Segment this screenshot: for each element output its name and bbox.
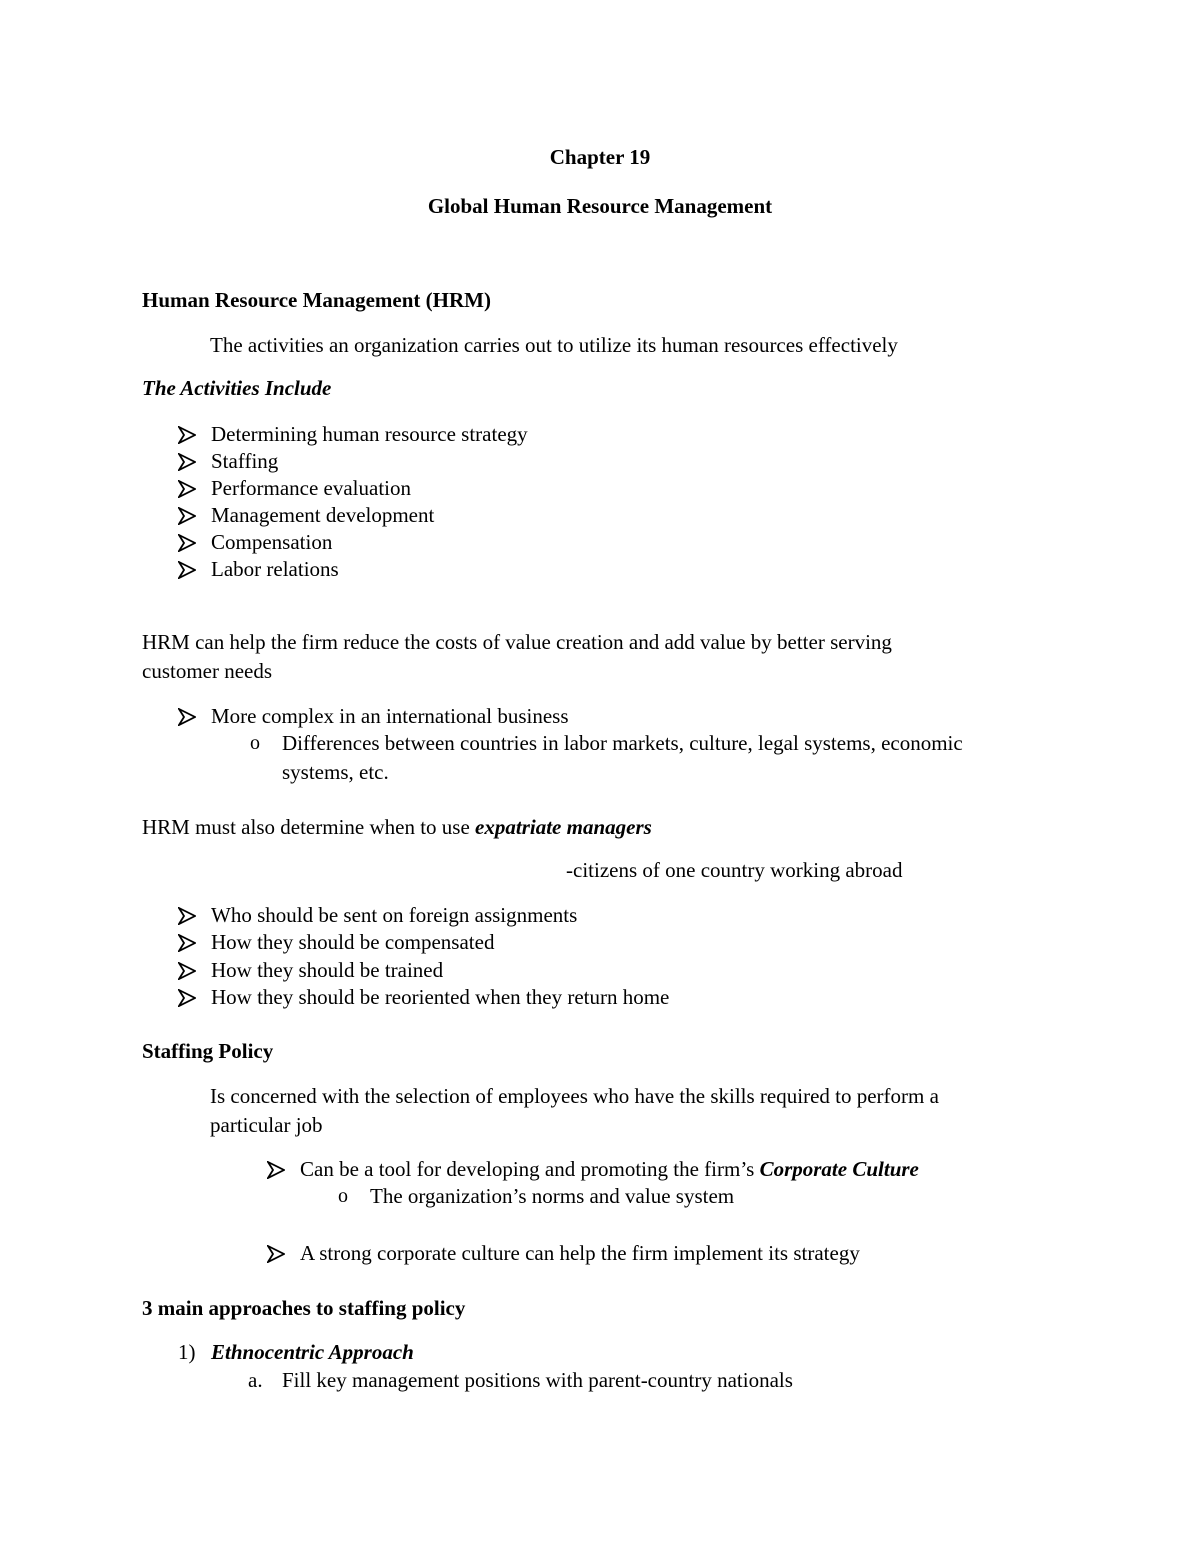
corporate-culture-term: Corporate Culture xyxy=(759,1157,919,1181)
document-title: Global Human Resource Management xyxy=(427,194,773,218)
approaches-heading: 3 main approaches to staffing policy xyxy=(142,1296,466,1320)
hrm-heading: Human Resource Management (HRM) xyxy=(142,288,491,312)
expat-paragraph xyxy=(142,817,652,838)
value-paragraph-line: HRM can help the firm reduce the costs of value creation and add value by better serving xyxy=(142,630,892,654)
list-item: Management development xyxy=(211,503,435,527)
arrow-bullet-icon xyxy=(178,453,196,471)
activities-heading: The Activities Include xyxy=(142,376,332,400)
hrm-definition: The activities an organization carries out to utilize its human resources effectively xyxy=(210,333,898,357)
list-item: Performance evaluation xyxy=(211,476,411,500)
numbered-marker: 1) xyxy=(178,1340,196,1364)
arrow-bullet-icon xyxy=(267,1161,285,1179)
circle-bullet-icon: o xyxy=(250,732,260,754)
arrow-bullet-icon xyxy=(178,907,196,925)
list-item: Compensation xyxy=(211,530,333,554)
staffing-definition-line: particular job xyxy=(210,1113,323,1137)
list-item: How they should be reoriented when they return home xyxy=(211,985,670,1009)
list-item: A strong corporate culture can help the firm implement its strategy xyxy=(300,1241,860,1265)
circle-bullet-icon: o xyxy=(338,1185,348,1207)
staffing-definition-line: Is concerned with the selection of employees who have the skills required to perform a xyxy=(210,1084,939,1108)
staffing-heading: Staffing Policy xyxy=(142,1039,274,1063)
arrow-bullet-icon xyxy=(178,962,196,980)
list-item: More complex in an international business xyxy=(211,704,569,728)
arrow-bullet-icon xyxy=(178,934,196,952)
list-item: How they should be compensated xyxy=(211,930,495,954)
arrow-bullet-icon xyxy=(178,480,196,498)
arrow-bullet-icon xyxy=(178,426,196,444)
arrow-bullet-icon xyxy=(178,561,196,579)
ethnocentric-approach-title: Ethnocentric Approach xyxy=(211,1340,414,1364)
value-paragraph-line: customer needs xyxy=(142,659,273,683)
arrow-bullet-icon xyxy=(267,1245,285,1263)
arrow-bullet-icon xyxy=(178,989,196,1007)
lettered-marker: a. xyxy=(248,1368,263,1392)
expat-definition: -citizens of one country working abroad xyxy=(566,858,903,882)
sub-list-item: Differences between countries in labor markets, culture, legal systems, economic xyxy=(282,731,963,755)
tool-prefix: Can be a tool for developing and promoting the firm’s xyxy=(300,1157,760,1181)
sub-list-item-continued: systems, etc. xyxy=(282,760,389,784)
arrow-bullet-icon xyxy=(178,507,196,525)
chapter-title: Chapter 19 xyxy=(549,145,651,169)
arrow-bullet-icon xyxy=(178,534,196,552)
sub-list-item: The organization’s norms and value system xyxy=(370,1184,735,1208)
list-item xyxy=(300,1159,919,1180)
sub-list-item: Fill key management positions with parent-country nationals xyxy=(282,1368,793,1392)
expat-prefix: HRM must also determine when to use xyxy=(142,815,476,839)
list-item: Determining human resource strategy xyxy=(211,422,528,446)
list-item: Staffing xyxy=(211,449,279,473)
list-item: How they should be trained xyxy=(211,958,444,982)
list-item: Labor relations xyxy=(211,557,339,581)
arrow-bullet-icon xyxy=(178,708,196,726)
expat-term: expatriate managers xyxy=(475,815,652,839)
list-item: Who should be sent on foreign assignments xyxy=(211,903,578,927)
